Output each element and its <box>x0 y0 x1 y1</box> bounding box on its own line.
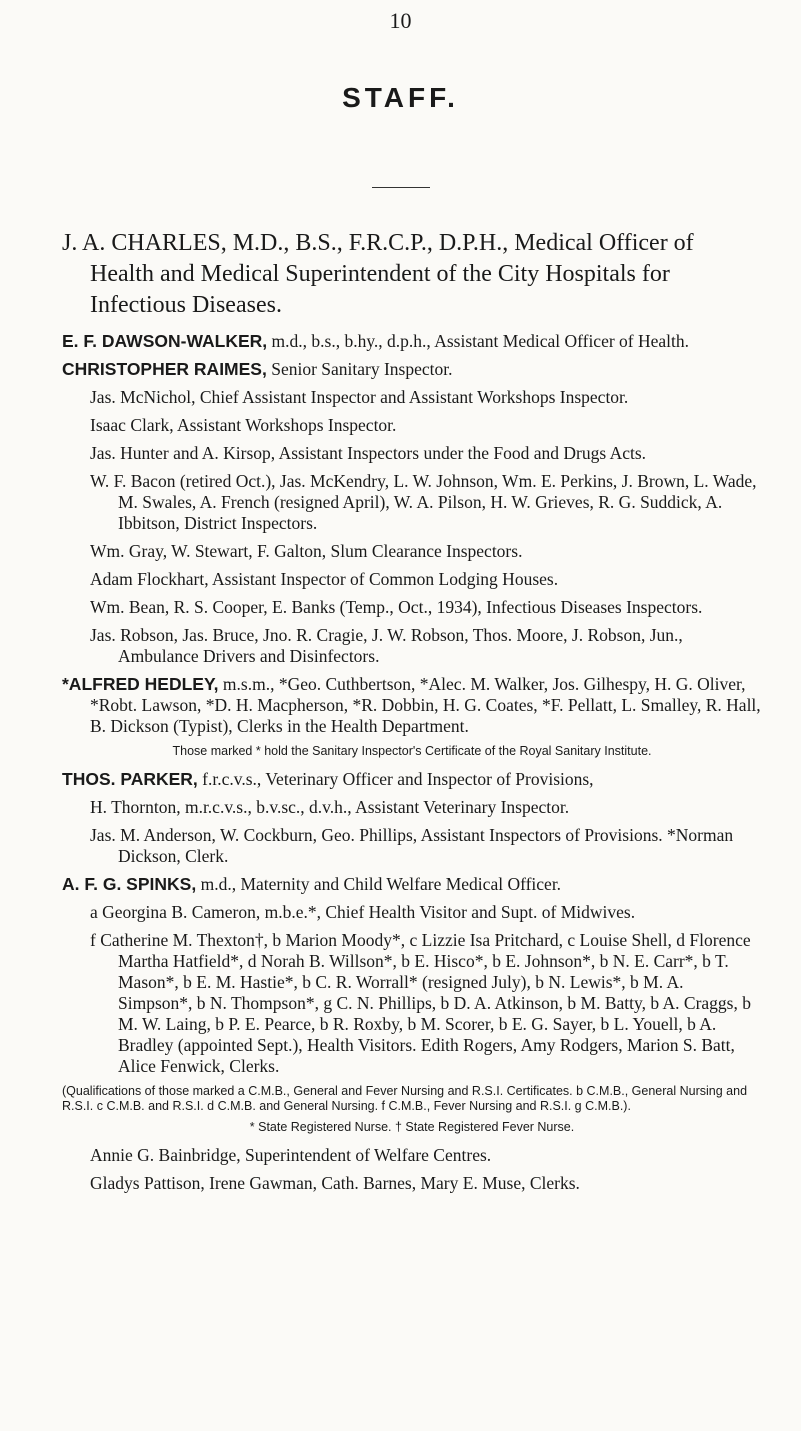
page-title: STAFF. <box>342 82 459 113</box>
note-qualifications: (Qualifications of those marked a C.M.B., General and Fever Nursing and R.S.I. Certificates. b C.M.B., General Nursing and R.S.I. c C.M.B. and R.S.I. d C.M.B. and General Nursing. f C.M.B., Fever Nursing and R.S.I. g C.M.B.). <box>62 1084 748 1113</box>
entry-district-inspectors: W. F. Bacon (retired Oct.), Jas. McKendry, L. W. Johnson, Wm. E. Perkins, J. Brown, L. Wade, M. Swales, A. French (resigned April), W. A. Pilson, H. W. Grieves, R. G. Suddick, A. Ibbitson, District Inspectors. <box>90 471 757 533</box>
entry-thornton: H. Thornton, m.r.c.v.s., b.v.sc., d.v.h., Assistant Veterinary Inspector. <box>90 797 570 817</box>
title-divider <box>372 187 430 188</box>
entry-infectious-diseases: Wm. Bean, R. S. Cooper, E. Banks (Temp., Oct., 1934), Infectious Diseases Inspectors. <box>90 597 703 617</box>
entry-text: m.d., Maternity and Child Welfare Medical Officer. <box>196 874 562 894</box>
entry-mcnichol: Jas. McNichol, Chief Assistant Inspector and Assistant Workshops Inspector. <box>90 387 629 407</box>
note-sanitary-certificate: Those marked * hold the Sanitary Inspector's Certificate of the Royal Sanitary Institute. <box>172 744 652 758</box>
entry-text: m.d., b.s., b.hy., d.p.h., Assistant Medical Officer of Health. <box>267 331 690 351</box>
entry-provisions-inspectors: Jas. M. Anderson, W. Cockburn, Geo. Phillips, Assistant Inspectors of Provisions. *Norman Dickson, Clerk. <box>90 825 734 866</box>
entry-bainbridge: Annie G. Bainbridge, Superintendent of Welfare Centres. <box>90 1145 492 1165</box>
entry-charles: J. A. CHARLES, M.D., B.S., F.R.C.P., D.P.H., Medical Officer of Health and Medical Superintendent of the City Hospitals for Infectious Diseases. <box>62 230 694 318</box>
entry-text: Senior Sanitary Inspector. <box>266 359 453 379</box>
staff-list <box>62 228 762 1201</box>
entry-text: m.s.m., *Geo. Cuthbertson, *Alec. M. Walker, Jos. Gilhespy, H. G. Oliver, *Robt. Lawson, *D. H. Macpherson, *R. Dobbin, H. G. Coates, *F. Pellatt, L. Smalley, R. Hall, B. Dickson (Typist), Clerks in the Health Department. <box>90 674 761 736</box>
entry-dawson-walker <box>62 331 762 352</box>
entry-hedley <box>62 674 762 737</box>
entry-raimes <box>62 359 762 380</box>
entry-name: A. F. G. SPINKS, <box>62 874 197 894</box>
entry-clark: Isaac Clark, Assistant Workshops Inspector. <box>90 415 397 435</box>
entry-hunter: Jas. Hunter and A. Kirsop, Assistant Inspectors under the Food and Drugs Acts. <box>90 443 647 463</box>
entry-name: THOS. PARKER, <box>62 769 198 789</box>
entry-slum-clearance: Wm. Gray, W. Stewart, F. Galton, Slum Clearance Inspectors. <box>90 541 523 561</box>
page-number: 10 <box>389 8 412 33</box>
entry-name: CHRISTOPHER RAIMES, <box>62 359 267 379</box>
entry-ambulance-drivers: Jas. Robson, Jas. Bruce, Jno. R. Cragie, J. W. Robson, Thos. Moore, J. Robson, Jun., Ambulance Drivers and Disinfectors. <box>90 625 683 666</box>
entry-name: E. F. DAWSON-WALKER, <box>62 331 268 351</box>
entry-flockhart: Adam Flockhart, Assistant Inspector of Common Lodging Houses. <box>90 569 559 589</box>
entry-name: *ALFRED HEDLEY, <box>62 674 219 694</box>
entry-cameron: a Georgina B. Cameron, m.b.e.*, Chief Health Visitor and Supt. of Midwives. <box>90 902 636 922</box>
entry-health-visitors: f Catherine M. Thexton†, b Marion Moody*, c Lizzie Isa Pritchard, c Louise Shell, d Florence Martha Hatfield*, d Norah B. Willson*, b E. Hisco*, b E. Johnson*, b N. E. Carr*, b T. Mason*, b E. M. Hastie*, b C. R. Worrall* (resigned July), b N. Lewis*, b M. A. Simpson*, b N. Thompson*, g C. N. Phillips, b D. A. Atkinson, b M. Batty, b A. Craggs, b M. W. Laing, b P. E. Pearce, b R. Roxby, b M. Scorer, b E. G. Sayer, b L. Youell, b A. Bradley (appointed Sept.), Health Visitors. Edith Rogers, Amy Rodgers, Marion S. Batt, Alice Fenwick, Clerks. <box>90 930 751 1076</box>
entry-welfare-clerks: Gladys Pattison, Irene Gawman, Cath. Barnes, Mary E. Muse, Clerks. <box>90 1173 580 1193</box>
entry-spinks <box>62 874 762 895</box>
entry-parker <box>62 769 762 790</box>
entry-text: f.r.c.v.s., Veterinary Officer and Inspector of Provisions, <box>197 769 594 789</box>
note-state-registered: * State Registered Nurse. † State Registered Fever Nurse. <box>249 1120 575 1134</box>
